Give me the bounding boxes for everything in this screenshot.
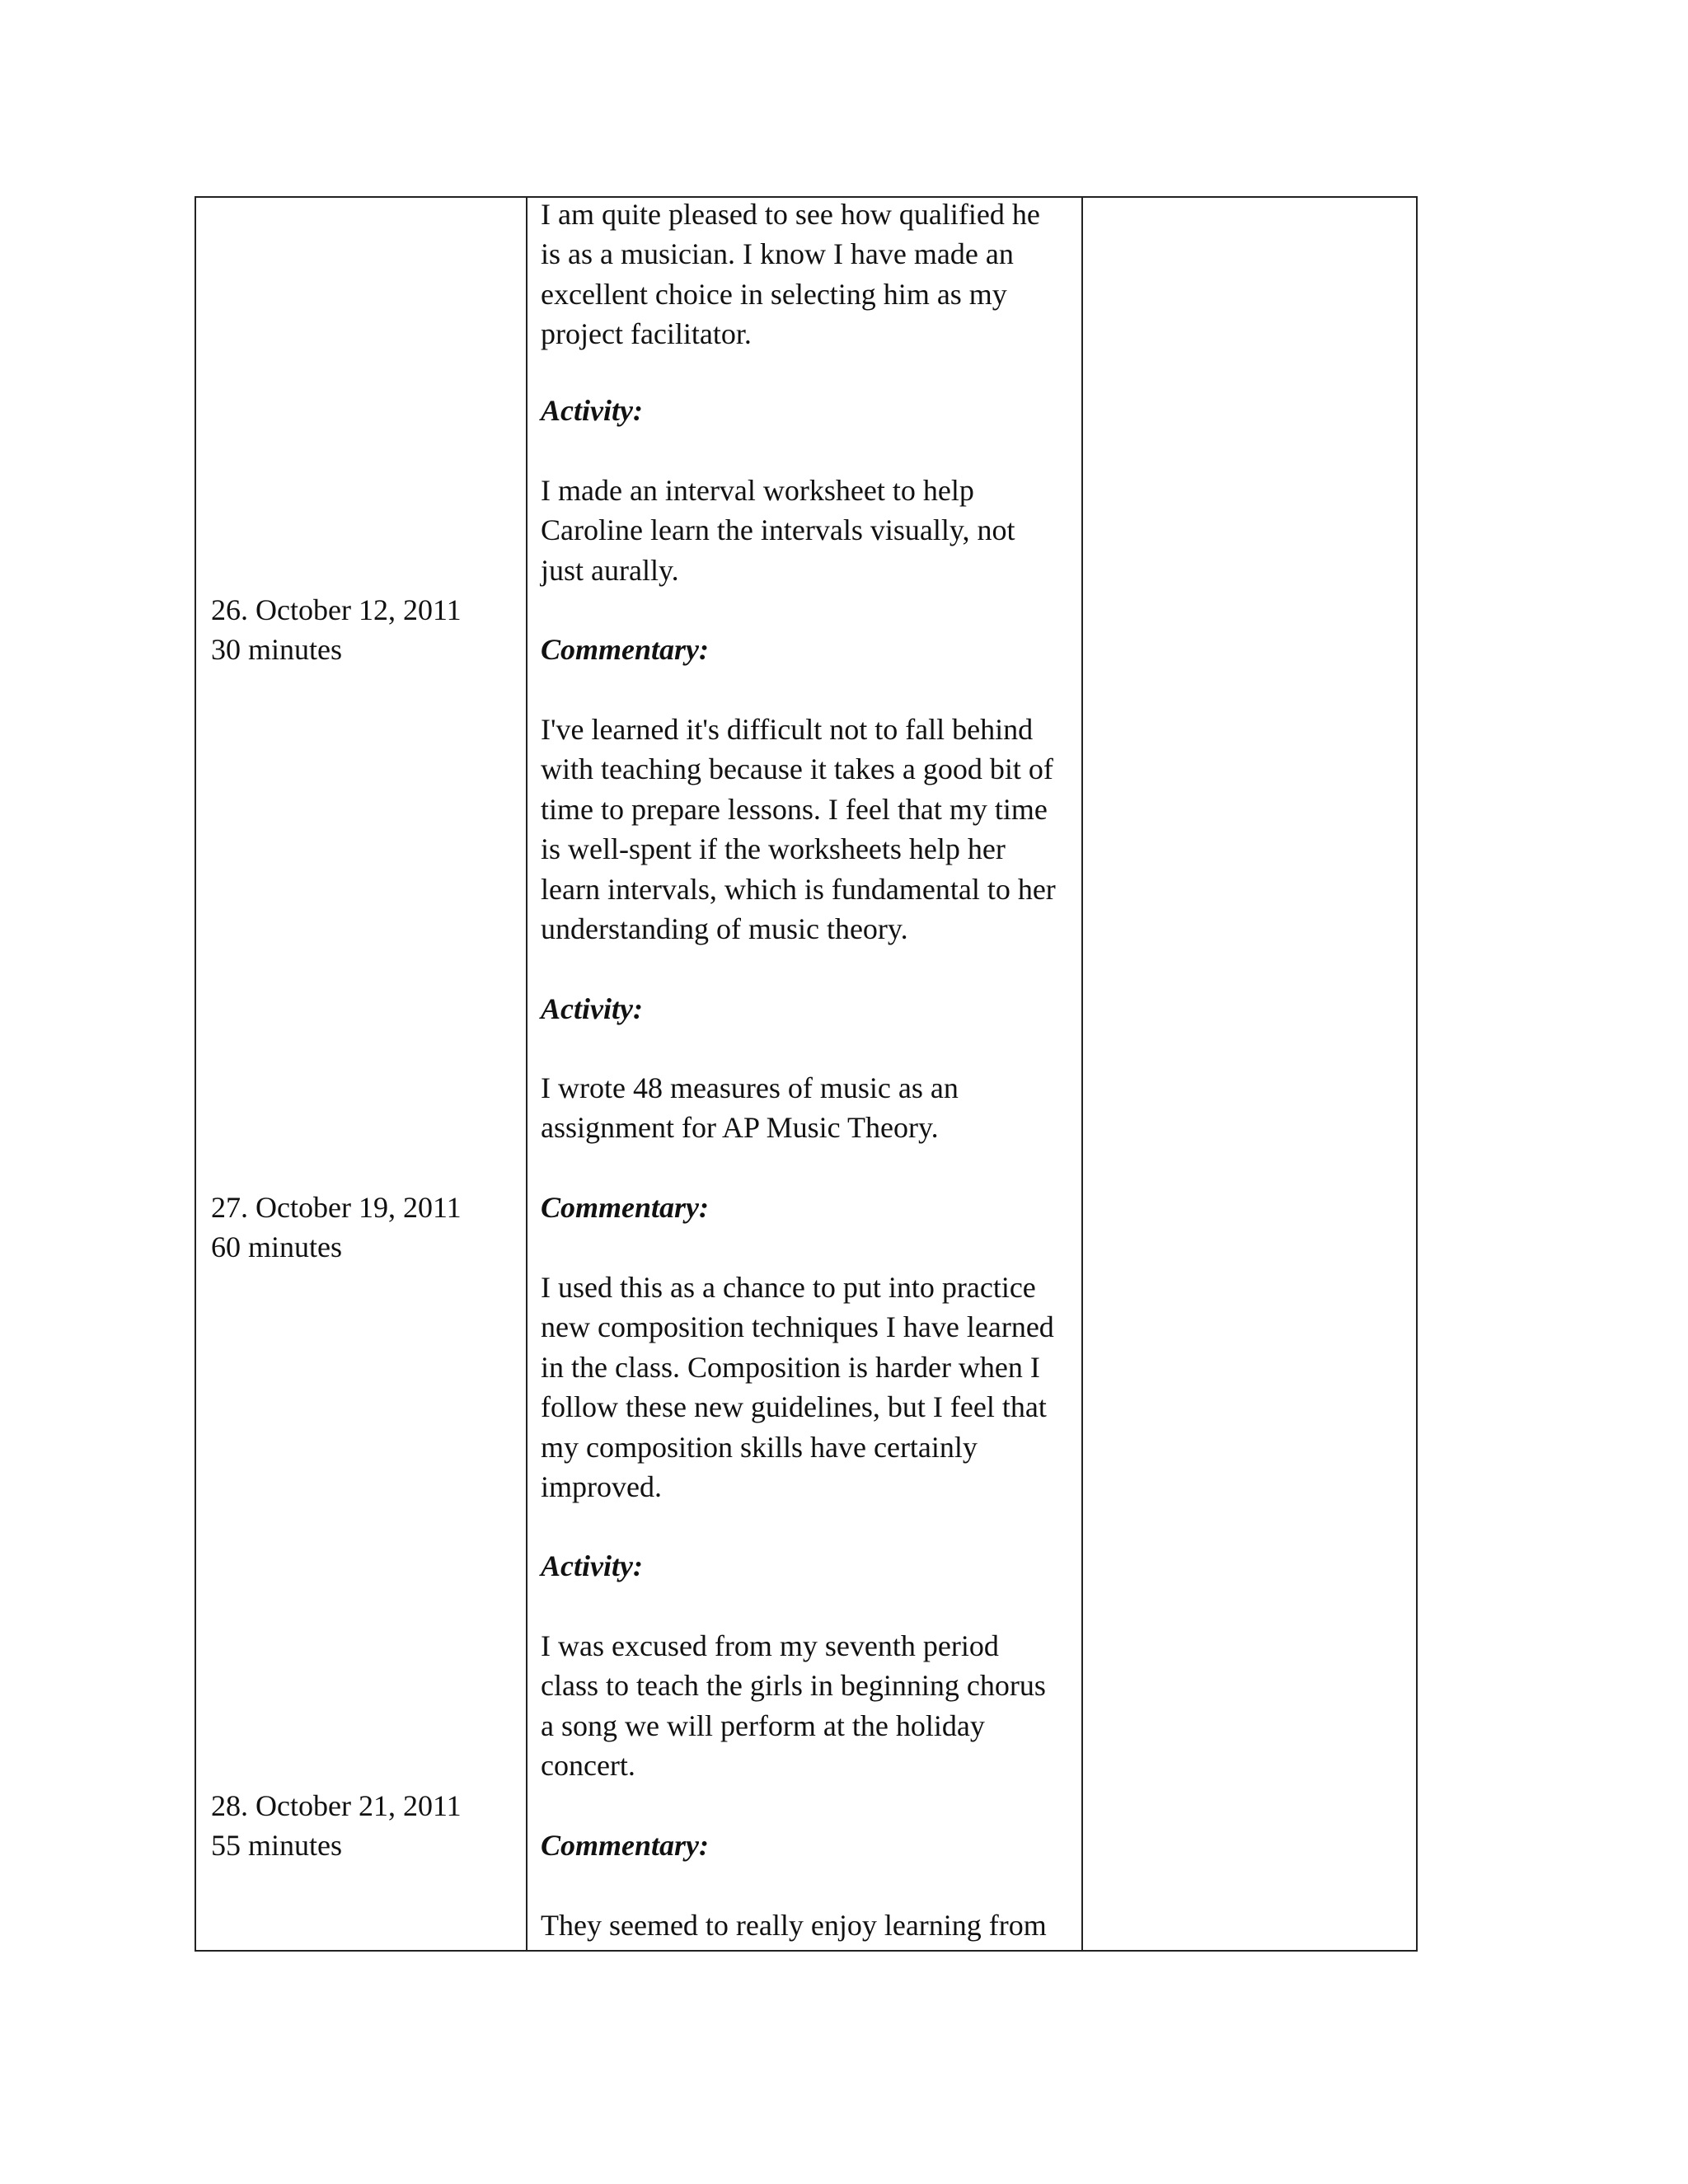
commentary-paragraph: I've learned it's difficult not to fall behind with teaching because it takes a good bit of time to prepare lessons. I feel that my time is well-spent if the worksheets help her learn intervals, which is fundamental to her understanding of music theory. (541, 713, 1056, 946)
activity-paragraph: I wrote 48 measures of music as an assignment for AP Music Theory. (541, 1071, 959, 1145)
commentary-heading: Commentary: (541, 633, 709, 666)
activity-heading: Activity: (541, 1549, 643, 1582)
log-table (195, 196, 1418, 1952)
entry-28-duration: 55 minutes (211, 1829, 342, 1862)
activity-paragraph: I was excused from my seventh period class to teach the girls in beginning chorus a song we will perform at the holiday concert. (541, 1629, 1046, 1783)
entry-28-date: 28. October 21, 2011 (211, 1789, 462, 1822)
column-divider-notes (1081, 198, 1083, 1950)
commentary-paragraph: I am quite pleased to see how qualified he is as a musician. I know I have made an excellent choice in selecting him as my project facilitator. (541, 198, 1040, 351)
activity-heading: Activity: (541, 394, 643, 427)
entry-27-duration: 60 minutes (211, 1230, 342, 1263)
column-divider-date (526, 198, 528, 1950)
commentary-paragraph: I used this as a chance to put into practice new composition techniques I have learned in the class. Composition is harder when I follow these new guidelines, but I feel that my composition skills have certainly improved. (541, 1271, 1054, 1504)
activity-paragraph: I made an interval worksheet to help Caroline learn the intervals visually, not just aurally. (541, 474, 1015, 587)
commentary-heading: Commentary: (541, 1191, 709, 1224)
commentary-paragraph: They seemed to really enjoy learning from (541, 1909, 1047, 1942)
entry-26-duration: 30 minutes (211, 633, 342, 666)
entry-26-date: 26. October 12, 2011 (211, 593, 462, 626)
commentary-heading: Commentary: (541, 1829, 709, 1862)
activity-heading: Activity: (541, 992, 643, 1025)
entry-27-date: 27. October 19, 2011 (211, 1191, 462, 1224)
